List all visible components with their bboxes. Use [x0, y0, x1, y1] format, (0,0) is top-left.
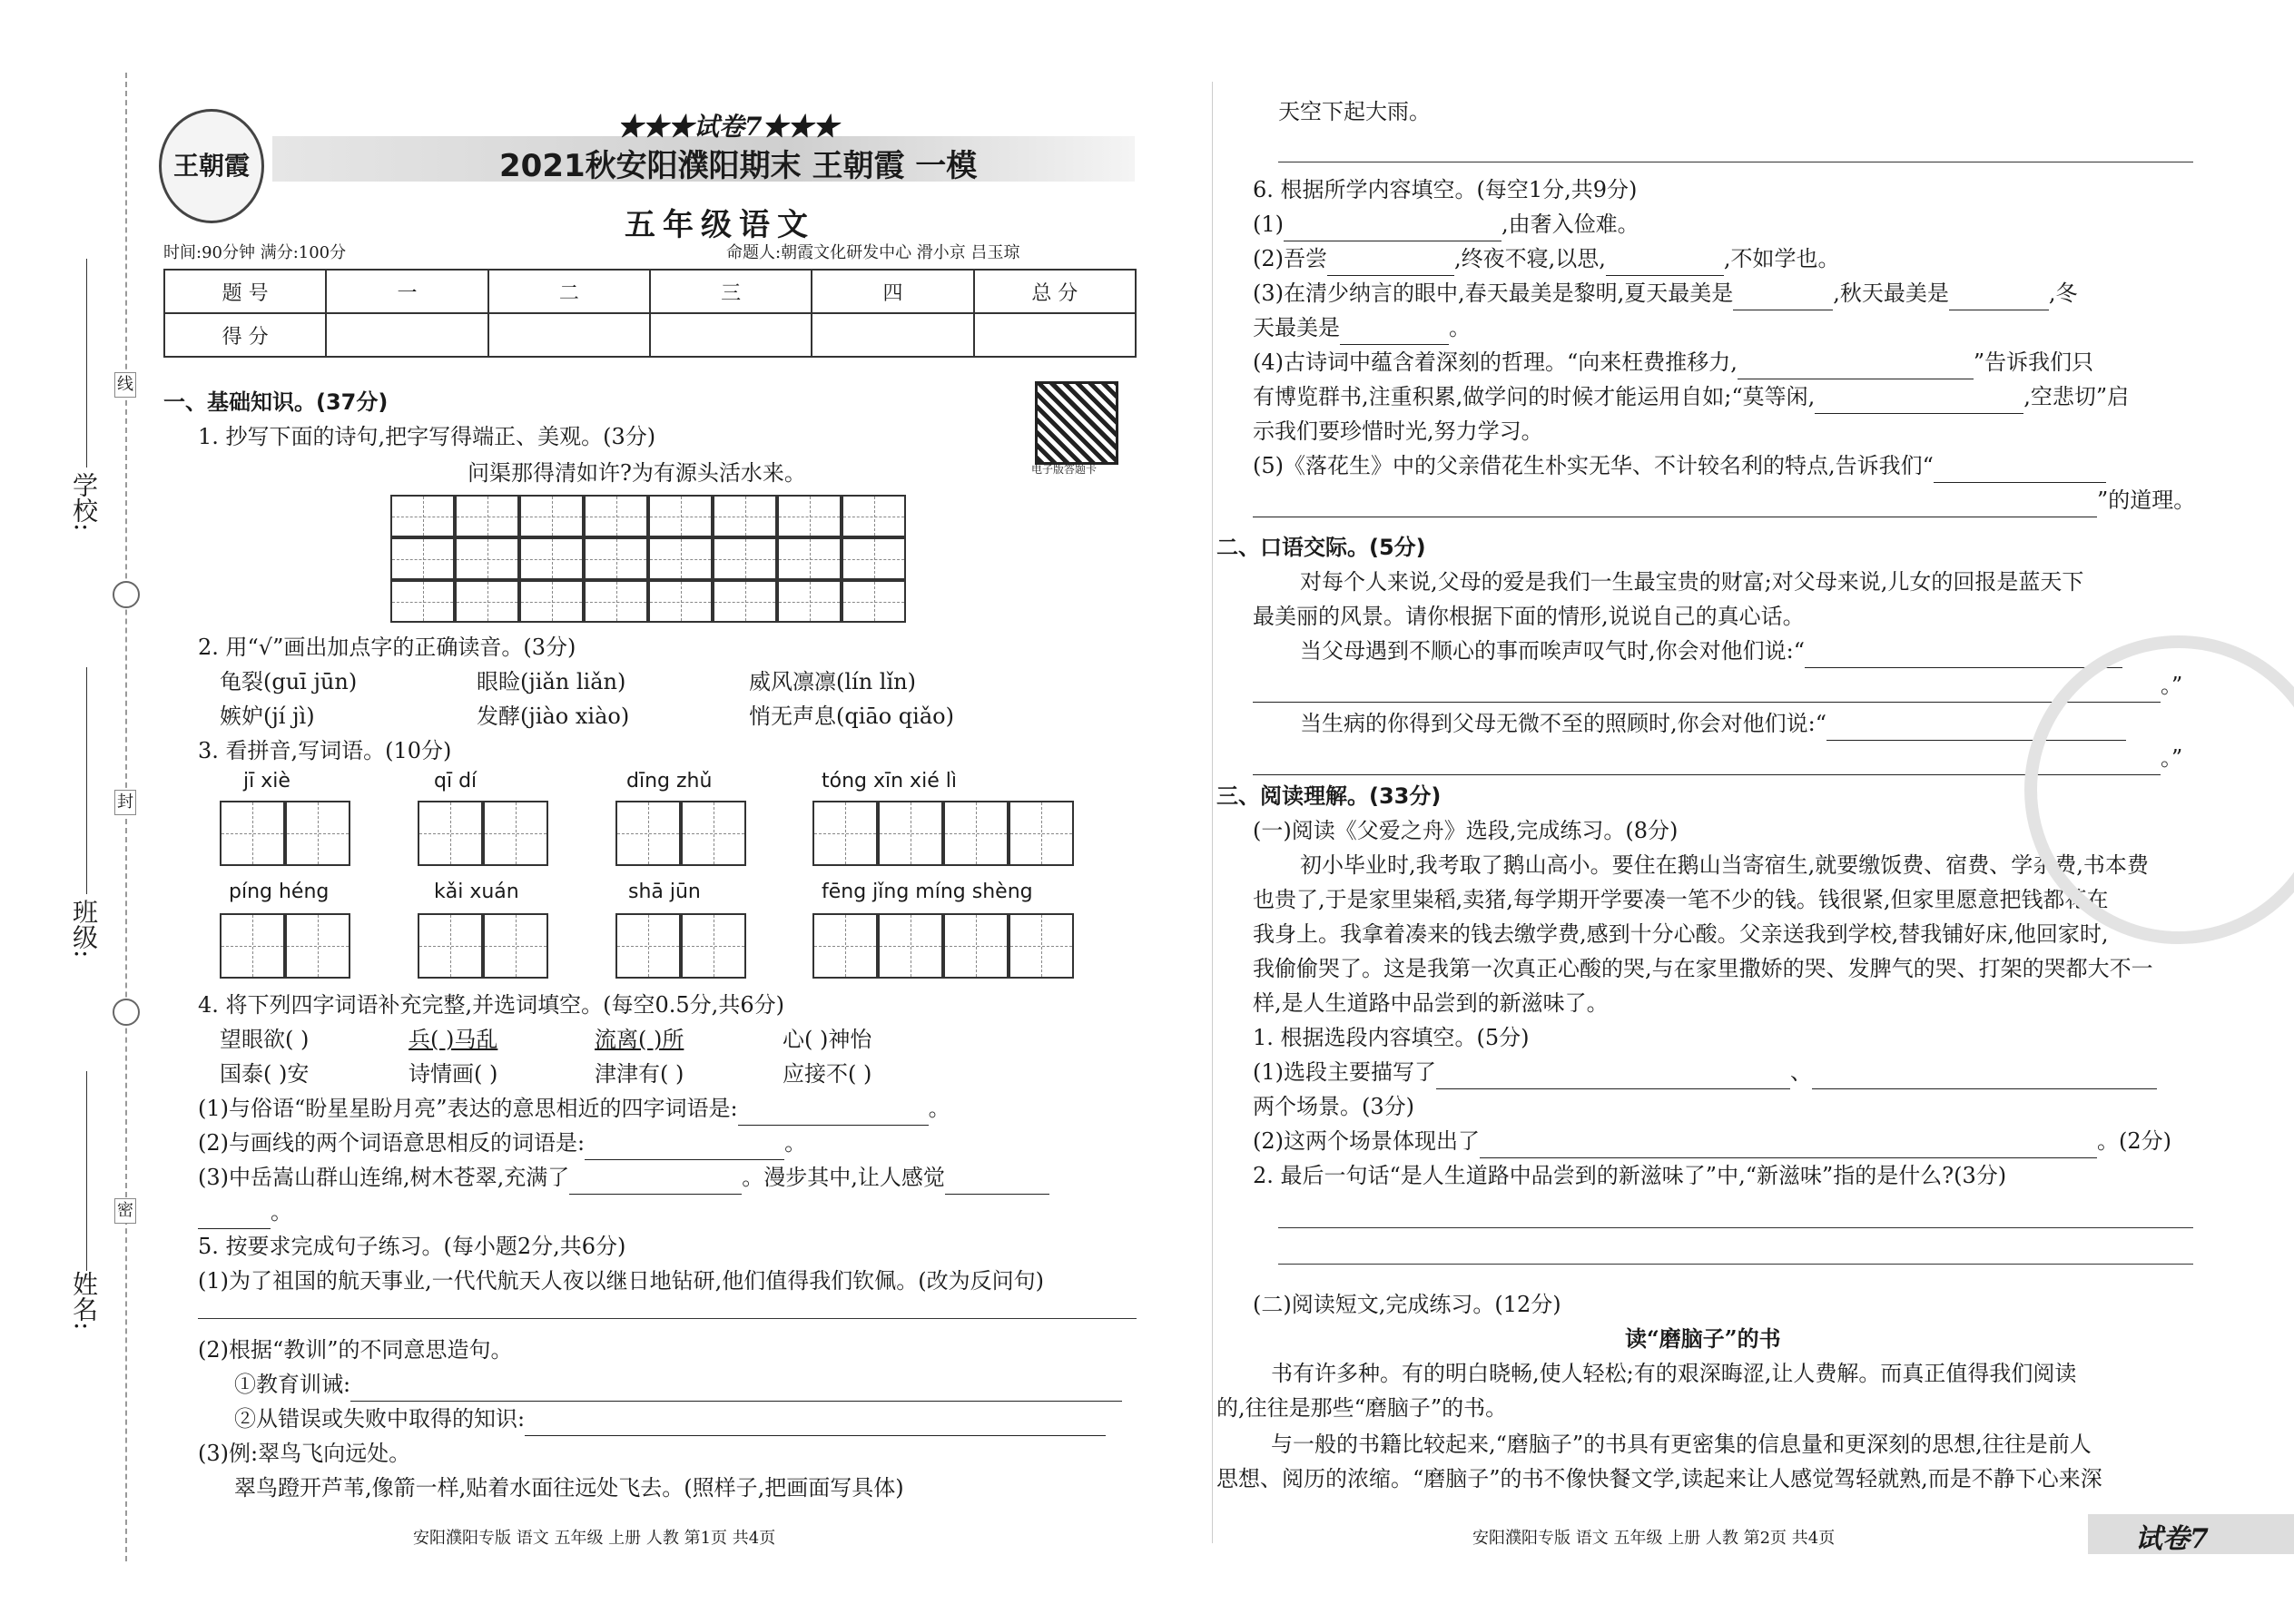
q6-4	[1253, 345, 2093, 379]
q6-5-cont	[1253, 483, 2195, 517]
r1-q1b: 两个场景。(3分)	[1253, 1094, 1414, 1119]
q5-sub-2: (2)根据“教训”的不同意思造句。	[198, 1337, 513, 1363]
q6-1	[1253, 207, 1639, 241]
q4-sub-3-text: (3)中岳嵩山群山连绵,树木苍翠,充满了	[198, 1165, 570, 1190]
word-box[interactable]	[418, 913, 483, 979]
score-header-cell: 三	[650, 270, 812, 313]
q4-sub-3-text-b: 。漫步其中,让人感觉	[742, 1165, 945, 1190]
s2-paragraph: 最美丽的风景。请你根据下面的情形,说说自己的真心话。	[1253, 604, 1805, 629]
answer-blank[interactable]	[1815, 389, 2023, 414]
q6-1-text: (1)	[1253, 212, 1284, 237]
q2-item[interactable]: 嫉妒(jí jì)	[220, 704, 315, 729]
series-label: ★★★试卷7★★★	[617, 112, 839, 142]
grid-cell[interactable]	[713, 537, 777, 580]
corner-label: 试卷7	[2135, 1523, 2209, 1555]
s2-paragraph: 对每个人来说,父母的爱是我们一生最宝贵的财富;对父母来说,儿女的回报是蓝天下	[1300, 569, 2084, 595]
q6-3-text-b: ,秋天最美是	[1833, 281, 1949, 306]
binding-mark-feng: 封	[114, 790, 136, 815]
q4-idiom[interactable]: 流离( )所	[595, 1027, 684, 1052]
word-box[interactable]	[943, 913, 1009, 979]
answer-blank[interactable]	[198, 1205, 271, 1229]
grid-cell[interactable]	[584, 495, 648, 537]
answer-blank[interactable]	[1733, 286, 1833, 310]
score-header-cell: 总 分	[974, 270, 1136, 313]
score-row-label: 得 分	[164, 313, 326, 357]
score-cell[interactable]	[812, 313, 973, 357]
score-table-row	[164, 270, 1136, 313]
r1-q1c-text: (2)这两个场景体现出了	[1253, 1128, 1480, 1154]
q6-4-text-d: ,空悲切”启	[2023, 384, 2130, 409]
q4-idiom[interactable]: 兵( )马乱	[409, 1027, 498, 1052]
logo-seal-icon	[159, 109, 264, 223]
grid-cell[interactable]	[390, 580, 455, 623]
q4-idiom[interactable]: 望眼欲( )	[220, 1027, 310, 1052]
s2-q2	[1300, 706, 2126, 741]
school-field[interactable]	[86, 259, 87, 468]
reading-2-line: 思想、阅历的浓缩。“磨脑子”的书不像快餐文学,读起来让人感觉驾轻就熟,而是不静下心来深	[1216, 1466, 2102, 1491]
reading-2-line: 的,往往是那些“磨脑子”的书。	[1216, 1395, 1508, 1421]
answer-blank[interactable]	[1327, 251, 1454, 276]
grid-cell[interactable]	[648, 580, 713, 623]
q4-idiom[interactable]: 国泰( )安	[220, 1061, 310, 1087]
exam-title: 2021秋安阳濮阳期末 王朝霞 一模	[499, 148, 978, 184]
answer-blank[interactable]	[1738, 355, 1974, 379]
grid-cell[interactable]	[777, 580, 842, 623]
reading-2-title: (二)阅读短文,完成练习。(12分)	[1253, 1292, 1561, 1317]
word-box[interactable]	[878, 913, 943, 979]
grid-cell[interactable]	[777, 537, 842, 580]
q6-5	[1253, 448, 2106, 483]
grid-cell[interactable]	[842, 537, 906, 580]
answer-line[interactable]	[198, 1318, 1137, 1319]
q4-idiom[interactable]: 津津有( )	[595, 1061, 684, 1087]
grid-cell[interactable]	[584, 537, 648, 580]
grid-cell[interactable]	[648, 495, 713, 537]
pinyin-label: fēng jǐng míng shèng	[822, 881, 1033, 903]
reading-2-line: 与一般的书籍比较起来,“磨脑子”的书具有更密集的信息量和更深刻的思想,往往是前人	[1271, 1432, 2092, 1457]
score-header-cell: 一	[326, 270, 487, 313]
s2-end: 。”	[2161, 673, 2183, 698]
binding-circle-icon	[113, 581, 140, 608]
q4-idiom[interactable]: 心( )神怡	[783, 1027, 872, 1052]
word-box[interactable]	[483, 801, 548, 866]
s2-q1-cont	[1253, 668, 2182, 703]
q6-4-cont	[1253, 379, 2129, 414]
section-2-heading: 二、口语交际。(5分)	[1216, 535, 1426, 560]
q6-2-text-b: ,终夜不寝,以思,	[1454, 246, 1606, 271]
word-box[interactable]	[812, 913, 878, 979]
reading-1-line: 我偷偷哭了。这是我第一次真正心酸的哭,与在家里撒娇的哭、发脾气的哭、打架的哭都大不一	[1253, 956, 2153, 981]
q6-3-text-e: 。	[1449, 315, 1471, 340]
word-box[interactable]	[483, 913, 548, 979]
pinyin-label: píng héng	[229, 881, 330, 903]
logo-text: 王朝霞	[172, 151, 250, 181]
reading-1-title: (一)阅读《父爱之舟》选段,完成练习。(8分)	[1253, 818, 1679, 843]
q5-sub-2a-text: ①教育训诫:	[234, 1372, 351, 1397]
time-info: 时间:90分钟 满分:100分	[163, 243, 347, 262]
grid-cell[interactable]	[519, 580, 584, 623]
r1-q2: 2. 最后一句话“是人生道路中品尝到的新滋味了”中,“新滋味”指的是什么?(3分)	[1253, 1163, 2007, 1188]
q6-3-text-d: 天最美是	[1253, 315, 1340, 340]
section-3-heading: 三、阅读理解。(33分)	[1216, 783, 1442, 809]
name-field[interactable]	[86, 1071, 87, 1271]
grid-cell[interactable]	[390, 537, 455, 580]
right-footer: 安阳濮阳专版 语文 五年级 上册 人教 第2页 共4页	[1472, 1529, 1836, 1548]
s2-q1-text: 当父母遇到不顺心的事而唉声叹气时,你会对他们说:“	[1300, 638, 1805, 664]
answer-blank[interactable]	[1812, 1065, 2157, 1089]
answer-blank[interactable]	[1253, 751, 2161, 775]
word-box[interactable]	[285, 913, 350, 979]
grid-cell[interactable]	[519, 537, 584, 580]
grid-cell[interactable]	[455, 495, 519, 537]
answer-line[interactable]	[1278, 1264, 2193, 1265]
school-label: 学校:	[69, 472, 99, 532]
answer-blank[interactable]	[1480, 1134, 2097, 1158]
binding-dashed-line	[125, 73, 127, 1561]
binding-mark-mi: 密	[114, 1198, 136, 1224]
authors: 命题人:朝霞文化研发中心 滑小京 吕玉琼	[726, 243, 1020, 262]
answer-blank[interactable]	[1934, 458, 2106, 483]
q6-5-text: (5)《落花生》中的父亲借花生朴实无华、不计较名利的特点,告诉我们“	[1253, 453, 1934, 478]
q3-prompt: 3. 看拼音,写词语。(10分)	[198, 738, 452, 763]
q6-3-text: (3)在清少纳言的眼中,春天最美是黎明,夏天最美是	[1253, 281, 1734, 306]
q5-sub-2b-text: ②从错误或失败中取得的知识:	[234, 1406, 526, 1432]
answer-blank[interactable]	[569, 1170, 742, 1195]
q4-sub-1: (1)与俗语“盼星星盼月亮”表达的意思相近的四字词语是: 。	[198, 1091, 950, 1126]
grid-cell[interactable]	[455, 537, 519, 580]
r0-text: 天空下起大雨。	[1278, 99, 1431, 124]
score-cell[interactable]	[974, 313, 1136, 357]
r1-q1a-sep: 、	[1790, 1059, 1812, 1085]
r1-q1a	[1253, 1055, 2157, 1089]
grid-cell[interactable]	[713, 495, 777, 537]
score-table-row	[164, 313, 1136, 357]
left-footer: 安阳濮阳专版 语文 五年级 上册 人教 第1页 共4页	[413, 1529, 776, 1548]
word-box[interactable]	[1009, 801, 1074, 866]
answer-blank[interactable]	[1436, 1065, 1790, 1089]
grid-cell[interactable]	[648, 537, 713, 580]
grid-cell[interactable]	[390, 495, 455, 537]
pinyin-label: qī dí	[434, 770, 478, 792]
q6-3-text-c: ,冬	[2048, 281, 2078, 306]
answer-line[interactable]	[1278, 1227, 2193, 1228]
q5-sub-1: (1)为了祖国的航天事业,一代代航天人夜以继日地钻研,他们值得我们钦佩。(改为反问句)	[198, 1268, 1044, 1294]
q2-item[interactable]: 眼睑(jiǎn liǎn)	[477, 669, 626, 694]
answer-blank[interactable]	[350, 1377, 1122, 1402]
q2-item[interactable]: 龟裂(guī jūn)	[220, 669, 358, 694]
q6-1-text-b: ,由奢入俭难。	[1501, 212, 1639, 237]
q2-item[interactable]: 悄无声息(qiāo qiǎo)	[749, 704, 954, 729]
word-box[interactable]	[681, 913, 746, 979]
word-box[interactable]	[418, 801, 483, 866]
q6-2	[1253, 241, 1840, 276]
binding-mark-xian: 线	[114, 372, 136, 398]
score-table	[163, 269, 1137, 358]
word-box[interactable]	[681, 801, 746, 866]
answer-blank[interactable]	[1606, 251, 1724, 276]
answer-blank[interactable]	[1253, 493, 2097, 517]
score-header-cell: 二	[488, 270, 650, 313]
section-1-heading: 一、基础知识。(37分)	[163, 389, 389, 415]
grid-cell[interactable]	[842, 495, 906, 537]
q4-sub-1-text: (1)与俗语“盼星星盼月亮”表达的意思相近的四字词语是:	[198, 1096, 738, 1121]
grid-cell[interactable]	[713, 580, 777, 623]
q4-sub-3-cont: 。	[198, 1195, 292, 1229]
q4-prompt: 4. 将下列四字词语补充完整,并选词填空。(每空0.5分,共6分)	[198, 992, 784, 1018]
word-box[interactable]	[1009, 913, 1074, 979]
reading-1-line: 也贵了,于是家里粜稻,卖猪,每学期开学要凑一笔不少的钱。钱很紧,但家里愿意把钱都花在	[1253, 887, 2109, 912]
answer-blank[interactable]	[1805, 644, 2122, 668]
q5-sub-2b	[234, 1402, 1106, 1436]
q6-2-text-c: ,不如学也。	[1723, 246, 1840, 271]
subject-title: 五年级语文	[625, 207, 815, 243]
q6-5-text-b: ”的道理。	[2097, 487, 2196, 513]
pinyin-label: tóng xīn xié lì	[822, 770, 957, 792]
word-box[interactable]	[220, 913, 285, 979]
grid-cell[interactable]	[455, 580, 519, 623]
q6-2-text: (2)吾尝	[1253, 246, 1327, 271]
q4-sub-2: (2)与画线的两个词语意思相反的词语是: 。	[198, 1126, 806, 1160]
answer-blank[interactable]	[1340, 320, 1449, 345]
pinyin-label: shā jūn	[628, 881, 701, 903]
q5-sub-3: (3)例:翠鸟飞向远处。	[198, 1441, 411, 1466]
qr-code-icon[interactable]	[1035, 381, 1118, 465]
q5-sub-2a	[234, 1367, 1122, 1402]
pinyin-label: dīng zhǔ	[626, 770, 713, 792]
answer-blank[interactable]	[525, 1412, 1106, 1436]
q2-prompt: 2. 用“√”画出加点字的正确读音。(3分)	[198, 635, 576, 660]
q6-4-text-c: 有博览群书,注重积累,做学问的时候才能运用自如;“莫等闲,	[1253, 384, 1816, 409]
grid-cell[interactable]	[842, 580, 906, 623]
grid-cell[interactable]	[777, 495, 842, 537]
q1-prompt: 1. 抄写下面的诗句,把字写得端正、美观。(3分)	[198, 424, 656, 449]
word-box[interactable]	[220, 801, 285, 866]
word-box[interactable]	[285, 801, 350, 866]
r1-q1a-text: (1)选段主要描写了	[1253, 1059, 1436, 1085]
q5-prompt: 5. 按要求完成句子练习。(每小题2分,共6分)	[198, 1234, 626, 1259]
answer-blank[interactable]	[585, 1136, 784, 1160]
copy-grid[interactable]	[390, 495, 908, 623]
s2-q1	[1300, 634, 2122, 668]
answer-blank[interactable]	[1949, 286, 2049, 310]
reading-1-line: 初小毕业时,我考取了鹅山高小。要住在鹅山当寄宿生,就要缴饭费、宿费、学杂费,书本费	[1300, 852, 2149, 878]
q5-sub-3b: 翠鸟蹬开芦苇,像箭一样,贴着水面往远处飞去。(照样子,把画面写具体)	[234, 1475, 904, 1501]
answer-blank[interactable]	[1253, 678, 2161, 703]
name-label: 姓名:	[69, 1271, 99, 1331]
q6-3	[1253, 276, 2078, 310]
q4-sub-2-text: (2)与画线的两个词语意思相反的词语是:	[198, 1130, 586, 1156]
answer-blank[interactable]	[1284, 217, 1501, 241]
s2-end: 。”	[2161, 745, 2183, 771]
grid-cell[interactable]	[519, 495, 584, 537]
answer-blank[interactable]	[738, 1101, 929, 1126]
reading-2-heading: 读“磨脑子”的书	[1625, 1325, 1781, 1352]
q6-4-text: (4)古诗词中蕴含着深刻的哲理。“向来枉费推移力,	[1253, 349, 1738, 375]
q4-idiom[interactable]: 应接不( )	[783, 1061, 872, 1087]
q6-3-cont	[1253, 310, 1471, 345]
q2-item[interactable]: 发酵(jiào xiào)	[477, 704, 630, 729]
reading-1-line: 我身上。我拿着凑来的钱去缴学费,感到十分心酸。父亲送我到学校,替我铺好床,他回家时,	[1253, 921, 2109, 947]
q4-sub-3	[198, 1160, 1049, 1195]
r1-q1c-text-b: 。(2分)	[2097, 1128, 2171, 1154]
grid-cell[interactable]	[584, 580, 648, 623]
word-box[interactable]	[615, 913, 681, 979]
r1-q1: 1. 根据选段内容填空。(5分)	[1253, 1025, 1530, 1050]
s2-q2-text: 当生病的你得到父母无微不至的照顾时,你会对他们说:“	[1300, 711, 1826, 736]
qr-label: 电子版答题卡	[1031, 463, 1098, 476]
binding-strip	[0, 0, 154, 1624]
score-header-cell: 题 号	[164, 270, 326, 313]
r1-q1c	[1253, 1124, 2171, 1158]
score-cell[interactable]	[650, 313, 812, 357]
class-label: 班级:	[69, 899, 99, 959]
score-header-cell: 四	[812, 270, 973, 313]
q2-item[interactable]: 威风凛凛(lín lǐn)	[749, 669, 916, 694]
q6-4-text-b: ”告诉我们只	[1973, 349, 2094, 375]
q6-4-cont2: 示我们要珍惜时光,努力学习。	[1253, 418, 1543, 444]
q1-poem: 问渠那得清如许?为有源头活水来。	[468, 460, 806, 486]
pinyin-label: kǎi xuán	[434, 881, 519, 903]
word-box[interactable]	[943, 801, 1009, 866]
word-box[interactable]	[615, 801, 681, 866]
score-cell[interactable]	[488, 313, 650, 357]
pinyin-label: jī xiè	[243, 770, 290, 792]
class-field[interactable]	[86, 667, 87, 894]
q6-prompt: 6. 根据所学内容填空。(每空1分,共9分)	[1253, 177, 1638, 202]
reading-1-line: 样,是人生道路中品尝到的新滋味了。	[1253, 990, 1609, 1016]
word-box[interactable]	[878, 801, 943, 866]
answer-blank[interactable]	[945, 1170, 1049, 1195]
score-cell[interactable]	[326, 313, 487, 357]
page-divider	[1212, 82, 1213, 1543]
reading-2-line: 书有许多种。有的明白晓畅,使人轻松;有的艰深晦涩,让人费解。而真正值得我们阅读	[1271, 1361, 2077, 1386]
binding-circle-icon	[113, 999, 140, 1026]
word-box[interactable]	[812, 801, 878, 866]
q4-idiom[interactable]: 诗情画( )	[409, 1061, 498, 1087]
